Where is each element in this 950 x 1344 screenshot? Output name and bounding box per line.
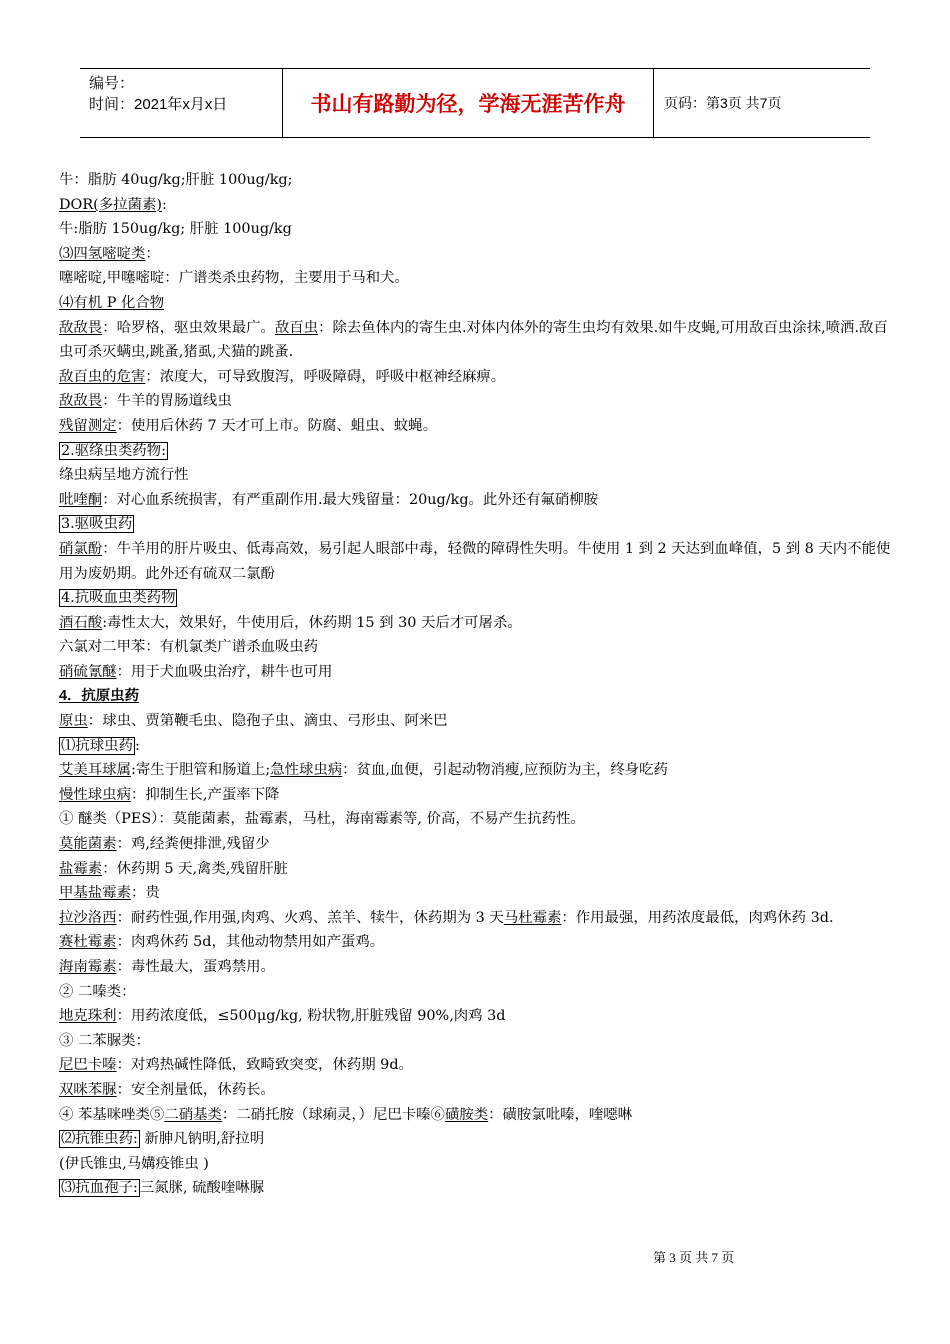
line-text: ：用于犬血吸虫治疗，耕牛也可用 (116, 663, 333, 680)
section-heading: ⑵抗锥虫药: (61, 1131, 138, 1148)
line-text: 六氯对二甲苯：有机氯类广谱杀血吸虫药 (59, 639, 319, 656)
text-line (59, 266, 895, 291)
term-label: DOR(多拉菌素) (59, 196, 162, 213)
text-line (59, 586, 895, 611)
text-line (59, 414, 895, 439)
line-text: ：毒性最大，蛋鸡禁用。 (116, 959, 275, 975)
page-header (80, 68, 870, 138)
line-text: 噻嘧啶,甲噻嘧啶：广谱类杀虫药物，主要用于马和犬。 (59, 270, 409, 287)
text-line (59, 684, 895, 709)
text-line (59, 832, 895, 857)
term-label: 尼巴卡嗪 (59, 1057, 117, 1074)
line-text: ：对心血系统损害，有严重副作用.最大残留量：20ug/kg。此外还有氟硝柳胺 (102, 491, 599, 508)
term-label: 磺胺类 (444, 1106, 489, 1123)
chapter-heading: 4．抗原虫药 (59, 688, 139, 705)
line-text: ：磺胺氯吡嗪，喹噁啉 (488, 1106, 633, 1123)
term-label: 敌百虫 (274, 319, 319, 336)
text-line (59, 512, 895, 537)
line-text: ③ 二苯脲类： (59, 1032, 150, 1049)
line-text: ：安全剂量低，休药长。 (116, 1081, 275, 1098)
text-line (59, 758, 895, 783)
line-text: :毒性太大，效果好，牛使用后，休药期 15 到 30 天后才可屠杀。 (102, 614, 522, 631)
line-text: 牛:脂肪 150ug/kg; 肝脏 100ug/kg (59, 221, 292, 238)
term-label: 敌敌畏 (59, 319, 103, 336)
text-line (59, 881, 895, 906)
section-heading: ⑶抗血孢子: (61, 1180, 138, 1197)
text-line (59, 660, 895, 685)
term-label: 酒石酸 (59, 614, 103, 631)
line-text: ：休药期 5 天,禽类,残留肝脏 (102, 860, 288, 877)
term-label: 盐霉素 (59, 860, 103, 877)
text-paragraph (59, 316, 895, 365)
line-text: : (161, 196, 167, 213)
text-line (59, 365, 895, 390)
text-line (59, 1029, 895, 1054)
term-label: 急性球虫病 (270, 762, 343, 779)
text-line (59, 611, 895, 636)
line-text: ：作用最强，用药浓度最低，肉鸡休药 3d. (561, 909, 834, 926)
term-label: 二硝基类 (164, 1106, 222, 1123)
term-label: 拉沙洛西 (59, 909, 117, 926)
text-paragraph (59, 537, 895, 586)
text-line (59, 242, 895, 267)
term-label: 双咪苯脲 (59, 1081, 117, 1098)
text-line (59, 930, 895, 955)
text-line (59, 463, 895, 488)
line-text: ：肉鸡休药 5d，其他动物禁用如产蛋鸡。 (116, 934, 385, 951)
line-text: 新胂凡钠明,舒拉明 (139, 1131, 265, 1148)
text-paragraph (59, 906, 895, 931)
text-line (59, 1053, 895, 1078)
term-label: 硝氯酚 (59, 540, 103, 557)
text-line (59, 488, 895, 513)
section-heading: ⑴抗球虫药 (61, 737, 133, 754)
header-motto: 书山有路勤为径，学海无涯苦作舟 (282, 69, 654, 137)
term-label: 硝硫氰醚 (59, 663, 117, 680)
line-text: ② 二嗪类： (59, 983, 136, 1000)
text-line (59, 783, 895, 808)
line-text: ：对鸡热碱性降低，致畸致突变，休药期 9d。 (116, 1057, 413, 1074)
term-label: 艾美耳球属 (59, 762, 131, 779)
line-text: ：抑制生长,产蛋率下降 (130, 786, 280, 803)
term-label: 赛杜霉素 (59, 934, 117, 951)
line-text: : (134, 737, 140, 754)
text-line (59, 980, 895, 1005)
line-text: 三氮脒, 硫酸喹啉脲 (139, 1180, 265, 1197)
text-line (59, 1127, 895, 1152)
line-text: ：贫血,血便，引起动物消瘦,应预防为主，终身吃药 (342, 762, 668, 779)
text-line (59, 291, 895, 316)
line-text: ：浓度大，可导致腹泻，呼吸障碍，呼吸中枢神经麻痹。 (145, 368, 506, 385)
line-text: ① 醚类（PES）：莫能菌素，盐霉素，马杜，海南霉素等, 价高，不易产生抗药性。 (59, 811, 585, 828)
term-label: 原虫 (59, 713, 88, 730)
line-text: ：二硝托胺（球痢灵，）尼巴卡嗪⑥ (221, 1106, 445, 1123)
document-number-label: 编号： (89, 75, 135, 92)
text-line (59, 1078, 895, 1103)
line-text: 牛：脂肪 40ug/kg;肝脏 100ug/kg; (59, 172, 293, 188)
page-footer: 第 3 页 共 7 页 (653, 1250, 735, 1265)
text-line (59, 709, 895, 734)
term-label: 吡喹酮 (59, 491, 103, 508)
line-text: ：哈罗格，驱虫效果最广。 (102, 319, 275, 336)
term-label: 马杜霉素 (503, 909, 562, 926)
line-text: ④ 苯基咪唑类⑤ (59, 1106, 165, 1123)
line-text: ：除去鱼体内的寄生虫.对体内体外的寄生虫均有效果.如牛皮蝇,可用敌百虫涂抹,喷洒.敌百虫可杀灭螨虫,跳蚤,猪虱,犬猫的跳蚤. (59, 319, 888, 361)
term-label: 甲基盐霉素 (59, 885, 131, 902)
section-label: ⑷有机 P 化合物 (59, 294, 165, 311)
text-line (59, 1152, 895, 1177)
term-label: 地克珠利 (59, 1008, 117, 1025)
text-line (59, 734, 895, 759)
line-text: ：球虫、贾第鞭毛虫、隐孢子虫、滴虫、弓形虫、阿米巴 (87, 713, 448, 730)
header-meta (80, 69, 282, 137)
document-body (59, 168, 895, 1201)
text-line (59, 389, 895, 414)
line-text: ：使用后休药 7 天才可上市。防腐、蛆虫、蚊蝇。 (116, 417, 438, 434)
text-line (59, 807, 895, 832)
term-label: 残留测定 (59, 417, 117, 434)
line-text: (伊氏锥虫,马媾疫锥虫 ) (59, 1155, 209, 1172)
text-line (59, 1176, 895, 1201)
line-text: 绦虫病呈地方流行性 (59, 467, 189, 484)
text-line (59, 193, 895, 218)
term-label: 慢性球虫病 (59, 786, 131, 803)
text-line (59, 955, 895, 980)
text-line (59, 217, 895, 242)
document-date-label: 时间：2021年x月x日 (89, 96, 228, 113)
section-heading: 3.驱吸虫药 (61, 516, 133, 533)
line-text: ：牛羊的胃肠道线虫 (102, 393, 232, 410)
line-text: ：耐药性强,作用强,肉鸡、火鸡、羔羊、犊牛，休药期为 3 天 (116, 909, 504, 926)
term-label: 海南霉素 (59, 959, 117, 975)
line-text: ：贵 (130, 885, 160, 902)
text-line (59, 857, 895, 882)
text-line (59, 1004, 895, 1029)
text-line (59, 168, 895, 193)
term-label: 莫能菌素 (59, 836, 117, 853)
term-label: 敌敌畏 (59, 393, 103, 410)
text-line (59, 439, 895, 464)
section-label: ⑶四氢嘧啶类 (59, 245, 146, 262)
section-heading: 2.驱绦虫类药物: (61, 442, 166, 459)
line-text: ：牛羊用的肝片吸虫、低毒高效，易引起人眼部中毒，轻微的障碍性失明。牛使用 1 到 2 天达到血峰值，5 到 8 天内不能使用为废奶期。此外还有硫双二氯酚 (59, 540, 891, 582)
line-text: ：用药浓度低，≤500μg/kg, 粉状物,肝脏残留 90%,肉鸡 3d (116, 1008, 506, 1025)
header-page-number: 页码：第3页 共7页 (664, 95, 782, 111)
line-text: ：鸡,经粪便排泄,残留少 (116, 836, 270, 853)
section-heading: 4.抗吸血虫类药物 (61, 590, 176, 607)
line-text: :寄生于胆管和肠道上; (130, 762, 271, 779)
line-text: ： (145, 245, 160, 262)
text-line (59, 635, 895, 660)
text-line (59, 1103, 895, 1128)
term-label: 敌百虫的危害 (59, 368, 146, 385)
